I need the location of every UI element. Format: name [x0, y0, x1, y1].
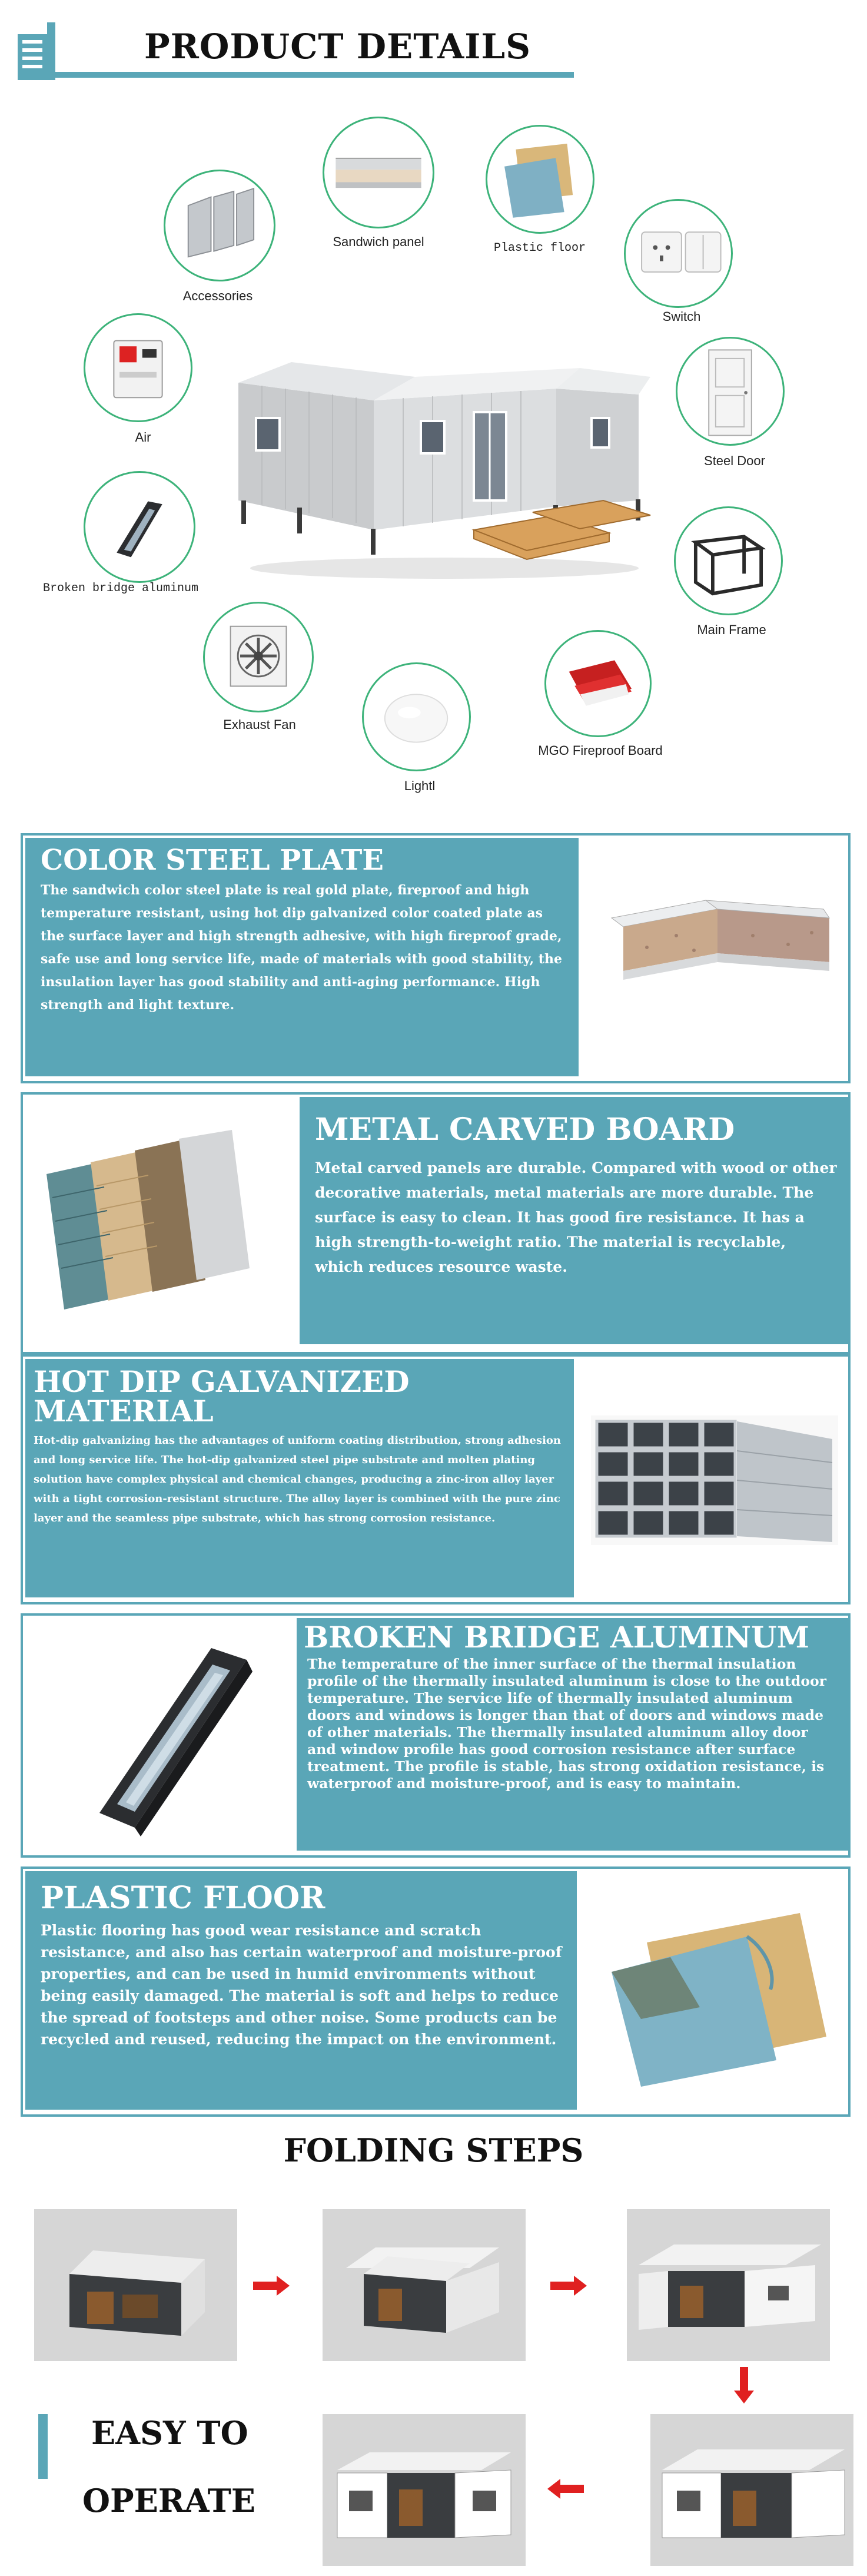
air-switch-icon — [84, 313, 192, 422]
label-light: Lightl — [404, 778, 436, 793]
folding-step-2-image — [323, 2209, 526, 2361]
container-house-image — [227, 336, 662, 583]
easy-operate-line1: EASY TO — [91, 2414, 248, 2452]
galvanized-title-line1: HOT DIP GALVANIZED — [34, 1364, 410, 1399]
easy-operate-line2: OPERATE — [82, 2482, 255, 2519]
page-title: PRODUCT DETAILS — [144, 26, 532, 67]
light-icon — [362, 662, 471, 771]
aluminum-text: The temperature of the inner surface of the thermal insulation profile of the thermally insulated aluminum is close to the outdoor temperature. The service life of thermally insulated aluminum doors and windows is longer than that of doors and windows made of other materials. The thermally insulated aluminum alloy door and window profile has good corrosion resistance after surface treatment. The profile is stable, has strong oxidation resistance, is waterproof and moisture-proof, and is easy to maintain. — [307, 1656, 827, 1792]
plastic-floor-title: PLASTIC FLOOR — [41, 1880, 325, 1916]
label-switch: Switch — [662, 309, 701, 324]
aluminum-window-image — [76, 1636, 270, 1839]
color-steel-text: The sandwich color steel plate is real gold plate, fireproof and high temperature resistant, using hot dip galvanized color coated plate as the surface layer and high strength adhesive, with high fireproof grade, safe use and long service life, made of materials with good stability, the insulation layer has good stability and anti-aging performance. High strength and light texture. — [41, 883, 562, 1013]
arrow-down-icon — [734, 2367, 754, 2403]
arrow-right-icon — [550, 2276, 587, 2296]
folding-steps-title: FOLDING STEPS — [283, 2131, 584, 2169]
header-underline — [18, 72, 574, 78]
galvanized-text-box — [25, 1359, 574, 1597]
aluminum-profile-icon — [84, 471, 195, 583]
metal-carved-title: METAL CARVED BOARD — [315, 1112, 735, 1148]
aluminum-title: BROKEN BRIDGE ALUMINUM — [304, 1620, 810, 1655]
accessories-icon — [164, 170, 275, 281]
section-metal-carved-board — [21, 1092, 851, 1354]
color-steel-text-box — [25, 838, 579, 1076]
sandwich-panel-icon — [323, 117, 434, 228]
label-main-frame: Main Frame — [697, 622, 766, 637]
label-accessories: Accessories — [182, 289, 253, 303]
color-steel-image — [600, 877, 841, 1018]
folding-step-1-image — [34, 2209, 237, 2361]
exhaust-fan-icon — [203, 602, 314, 712]
steel-door-icon — [676, 337, 785, 446]
aluminum-text-box — [297, 1618, 848, 1851]
folding-step-3-image — [627, 2209, 830, 2361]
plastic-floor-icon — [486, 125, 594, 234]
arrow-left-icon — [547, 2479, 584, 2499]
plastic-floor-text: Plastic flooring has good wear resistance and scratch resistance, and also has certain waterproof and moisture-proof properties, and can be used in humid environments without being easily damaged. The material is soft and helps to reduce the spread of footsteps and other noise. Some products can be recycled and reused, reducing the impact on the environment. — [41, 1922, 562, 2048]
galvanized-text: Hot-dip galvanizing has the advantages of uniform coating distribution, strong adhesion and long service life. The hot-dip galvanized steel pipe substrate and molten plating solution have complex physical and chemical changes, producing a zinc-iron alloy layer with a tight corrosion-resistant structure. The alloy layer is combined with the pure zinc layer and the seamless pipe substrate, which has strong corrosion resistance. — [34, 1434, 562, 1524]
metal-carved-text-box — [300, 1097, 848, 1344]
header-building-icon — [18, 21, 55, 80]
section-color-steel-plate — [21, 833, 851, 1083]
label-air: Air — [135, 430, 151, 445]
label-plastic-floor: Plastic floor — [493, 241, 586, 255]
color-steel-title: COLOR STEEL PLATE — [41, 844, 384, 877]
folding-step-5-image — [323, 2414, 526, 2566]
plastic-floor-image — [600, 1901, 835, 2090]
switch-icon — [624, 199, 733, 308]
section-broken-bridge-aluminum — [21, 1613, 851, 1858]
arrow-right-icon — [253, 2276, 290, 2296]
easy-operate-accent-bar — [38, 2414, 48, 2479]
galvanized-pipes-image — [585, 1410, 844, 1551]
label-sandwich-panel: Sandwich panel — [333, 234, 424, 249]
label-mgo-fireproof-board: MGO Fireproof Board — [538, 743, 663, 758]
folding-step-4-image — [650, 2414, 853, 2566]
galvanized-title-line2: MATERIAL — [34, 1394, 214, 1428]
label-steel-door: Steel Door — [704, 453, 765, 468]
main-frame-icon — [674, 506, 783, 615]
section-plastic-floor — [21, 1866, 851, 2117]
label-exhaust-fan: Exhaust Fan — [223, 717, 296, 732]
label-broken-bridge-aluminum: Broken bridge aluminum — [42, 582, 199, 595]
section-hot-dip-galvanized — [21, 1354, 851, 1604]
fireproof-board-icon — [544, 630, 652, 737]
metal-carved-image — [35, 1121, 294, 1330]
metal-carved-text: Metal carved panels are durable. Compared with wood or other decorative materials, metal materials are more durable. The surface is easy to clean. It has good fire resistance. It has a high strength-to-weight ratio. The material is recyclable, which reduces resource waste. — [315, 1159, 837, 1275]
plastic-floor-text-box — [25, 1871, 577, 2110]
